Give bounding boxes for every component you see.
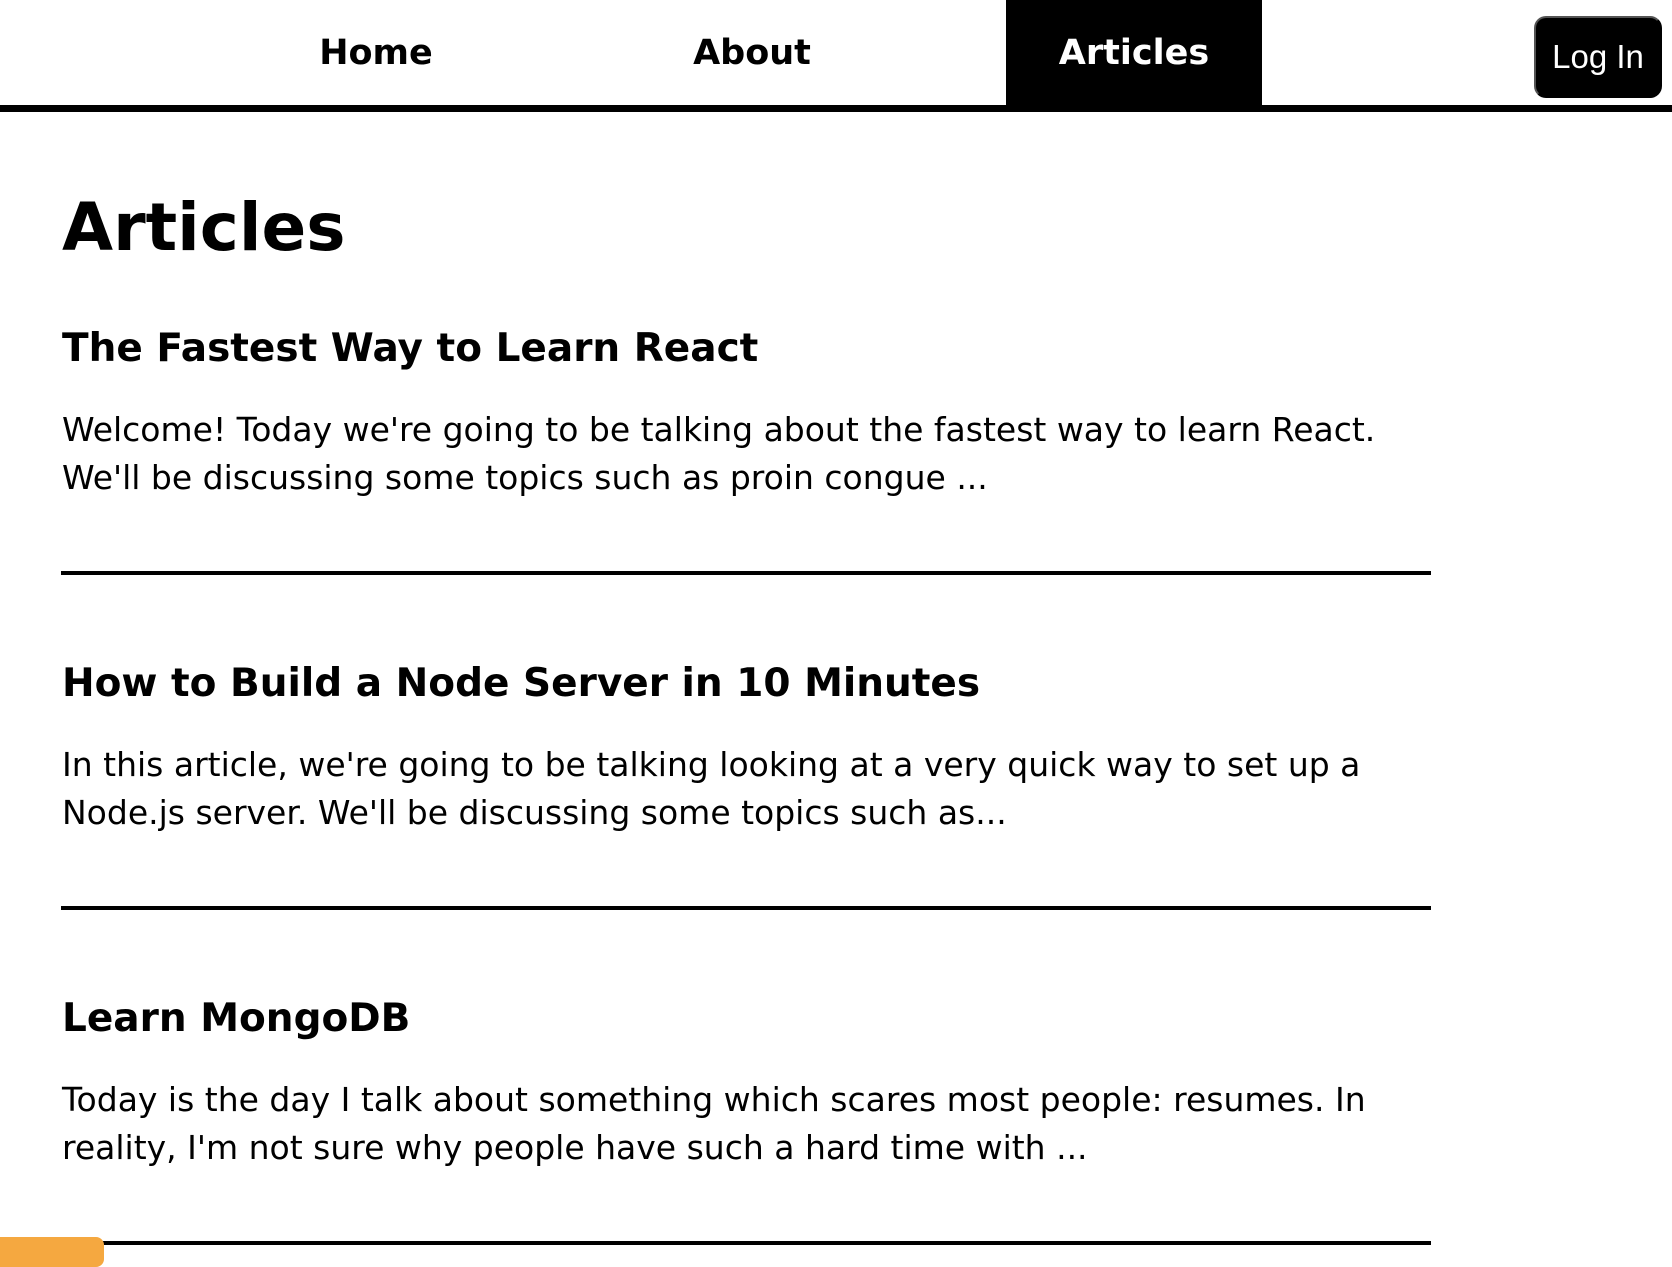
nav-item-articles[interactable]: Articles: [1006, 0, 1262, 105]
corner-badge[interactable]: [0, 1237, 104, 1267]
top-navigation: [0, 0, 1672, 112]
article-item: [62, 659, 1432, 837]
article-divider: [61, 906, 1431, 910]
article-title[interactable]: The Fastest Way to Learn React: [62, 326, 759, 371]
nav-item-home[interactable]: Home: [319, 32, 433, 73]
login-button[interactable]: Log In: [1534, 16, 1662, 98]
article-divider: [61, 1241, 1431, 1245]
article-divider: [61, 571, 1431, 575]
article-excerpt: Welcome! Today we're going to be talking about the fastest way to learn React. We'll be discussing some topics such as proin congue ...: [62, 410, 1376, 497]
article-excerpt: Today is the day I talk about something which scares most people: resumes. In reality, I'm not sure why people have such a hard time with ...: [62, 1080, 1366, 1167]
nav-item-about[interactable]: About: [693, 32, 811, 73]
page-title: Articles: [62, 189, 346, 266]
article-item: [62, 994, 1432, 1172]
article-item: [62, 324, 1432, 502]
article-title[interactable]: How to Build a Node Server in 10 Minutes: [62, 661, 981, 706]
article-excerpt: In this article, we're going to be talking looking at a very quick way to set up a Node.js server. We'll be discussing some topics such as...: [62, 745, 1361, 832]
article-title[interactable]: Learn MongoDB: [62, 996, 411, 1041]
